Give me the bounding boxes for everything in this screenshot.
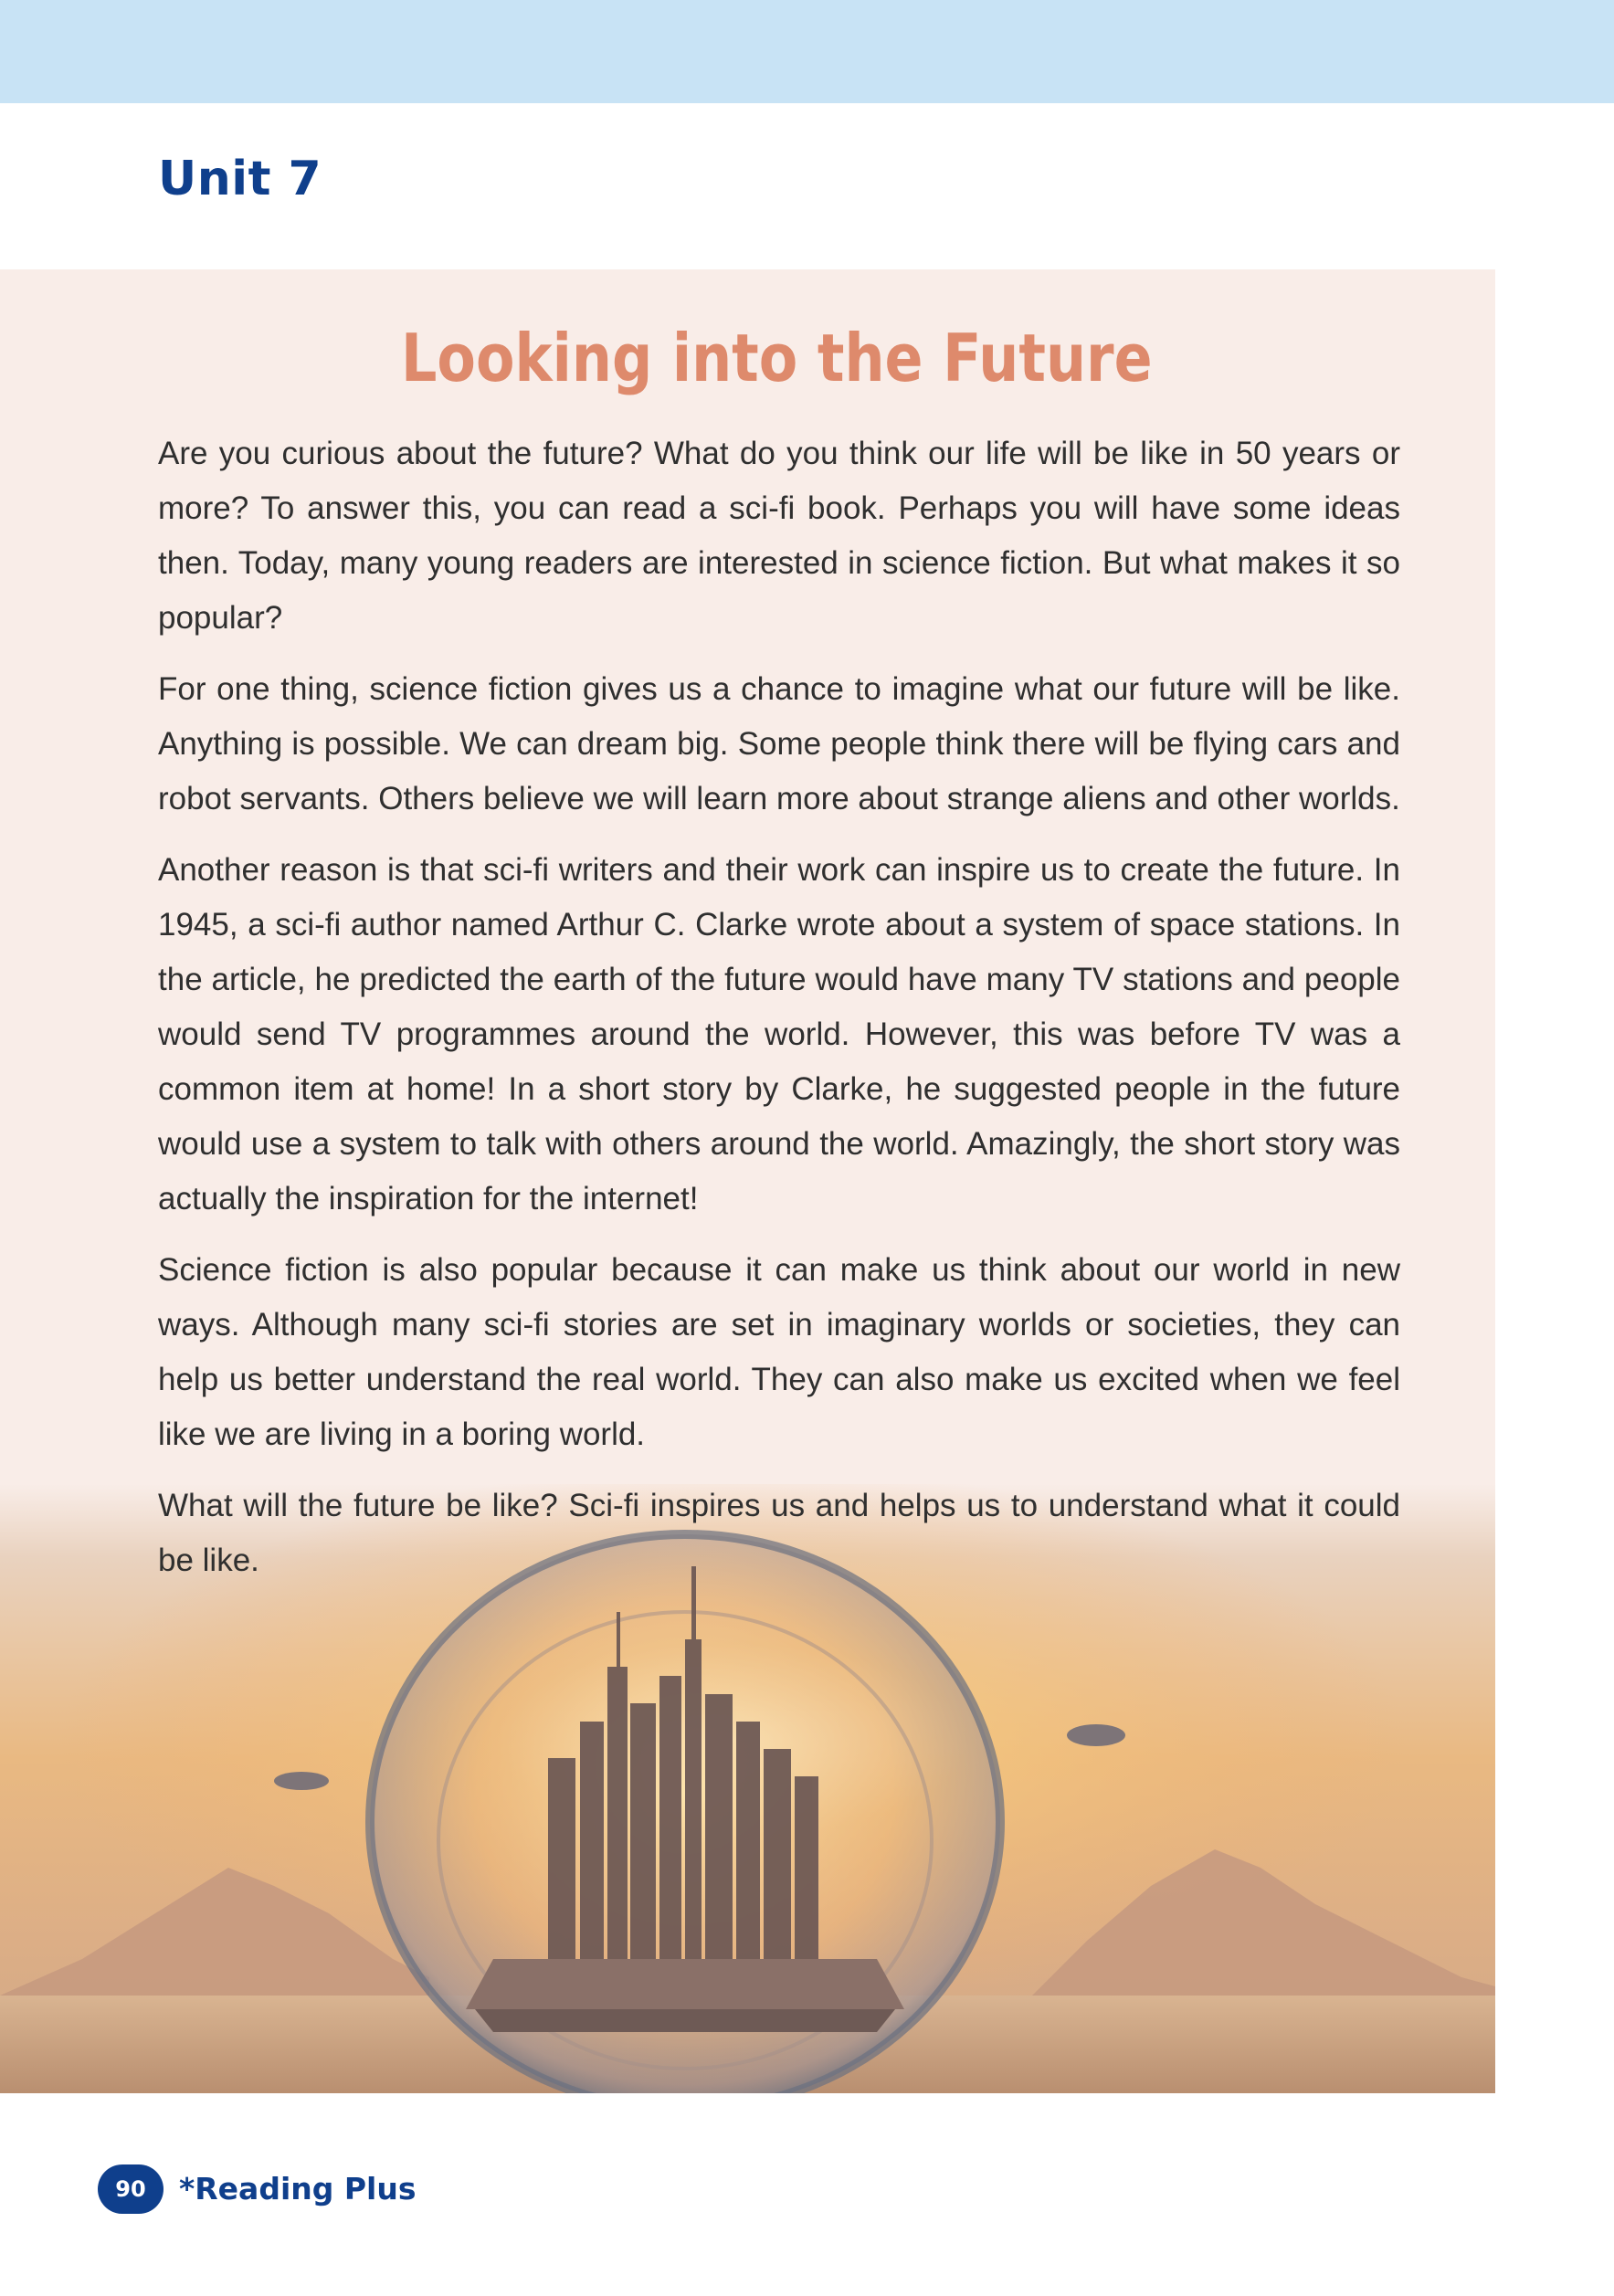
paragraph: Are you curious about the future? What do you think our life will be like in 50 years or more? To answer this, you can read a sci-fi book. Perhaps you will have some ideas then. Today, many young readers are interested in science fiction. But what makes it so popular?	[158, 436, 1400, 636]
unit-title: Unit 7	[158, 152, 322, 206]
paragraph: Another reason is that sci-fi writers and their work can inspire us to create the future. In 1945, a sci-fi author named Arthur C. Clarke wrote about a system of space stations. In the article, he predicted the earth of the future would have many TV stations and people would send TV programmes around the world. However, this was before TV was a common item at home! In a short story by Clarke, he suggested people in the future would use a system to talk with others around the world. Amazingly, the short story was actually the inspiration for the internet!	[158, 852, 1400, 1216]
paragraph: Science fiction is also popular because it can make us think about our world in new ways. Although many sci-fi stories are set in imaginary worlds or societies, they can help us better understand the real world. They can also make us excited when we feel like we are living in a boring world.	[158, 1252, 1400, 1452]
section-label: *Reading Plus	[179, 2171, 417, 2206]
article-title: Looking into the Future	[400, 320, 1153, 396]
page-number-badge: 90	[98, 2164, 164, 2214]
article-body	[158, 427, 1400, 1605]
paragraph: What will the future be like? Sci-fi inspires us and helps us to understand what it could be like.	[158, 1488, 1400, 1578]
top-color-band	[0, 0, 1614, 103]
paragraph: For one thing, science fiction gives us a chance to imagine what our future will be like. Anything is possible. We can dream big. Some people think there will be flying cars and robot servants. Others believe we will learn more about strange aliens and other worlds.	[158, 671, 1400, 816]
reading-panel	[0, 269, 1495, 2093]
